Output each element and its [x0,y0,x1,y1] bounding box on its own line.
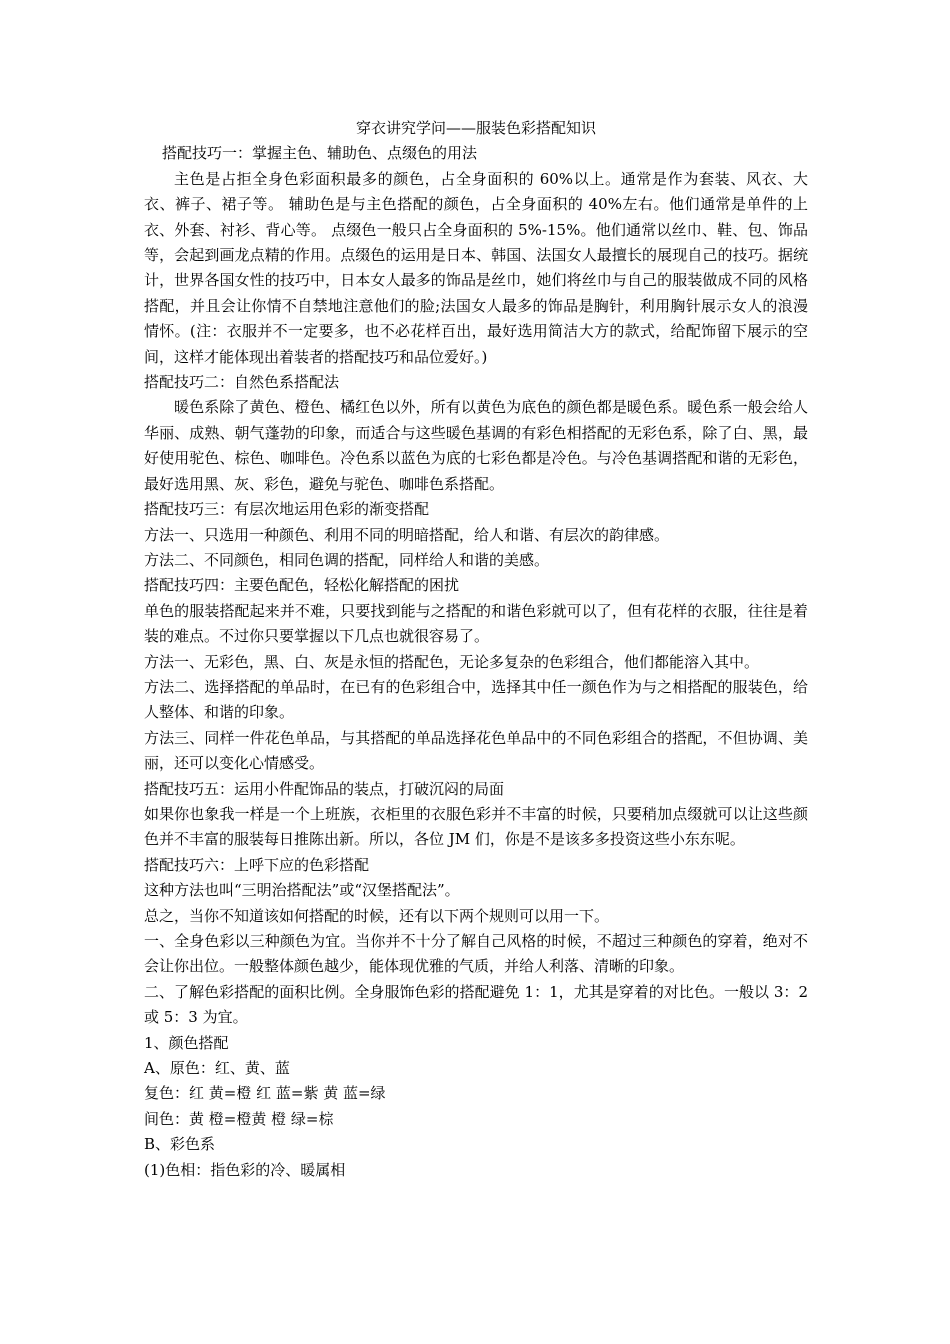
paragraph: 方法二、不同颜色，相同色调的搭配，同样给人和谐的美感。 [144,550,550,569]
section-heading-4: 搭配技巧四：主要色配色，轻松化解搭配的困扰 [144,576,460,595]
paragraph: 一、全身色彩以三种颜色为宜。当你并不十分了解自己风格的时候，不超过三种颜色的穿着，绝对不会让你出位。一般整体颜色越少，能体现优雅的气质，并给人利落、清晰的印象。 [144,932,808,976]
paragraph: 二、了解色彩搭配的面积比例。全身服饰色彩的搭配避免 1：1，尤其是穿着的对比色。一般以 3：2 或 5：3 为宜。 [144,982,808,1027]
list-item: (1)色相：指色彩的冷、暖属相 [144,1160,346,1179]
paragraph: 单色的服装搭配起来并不难，只要找到能与之搭配的和谐色彩就可以了，但有花样的衣服，往往是着装的难点。不过你只要掌握以下几点也就很容易了。 [144,601,808,646]
list-item: A、原色：红、黄、蓝 [144,1059,290,1078]
document-body [144,116,808,1183]
list-item: 复色：红 黄=橙 红 蓝=紫 黄 蓝=绿 [144,1084,386,1103]
section-heading-3: 搭配技巧三：有层次地运用色彩的渐变搭配 [144,500,430,519]
paragraph: 暖色系除了黄色、橙色、橘红色以外，所有以黄色为底色的颜色都是暖色系。暖色系一般会给人华丽、成熟、朝气蓬勃的印象，而适合与这些暖色基调的有彩色相搭配的无彩色系，除了白、黑，最好使用驼色、棕色、咖啡色。冷色系以蓝色为底的七彩色都是冷色。与冷色基调搭配和谐的无彩色，最好选用黑、灰、彩色，避免与驼色、咖啡色系搭配。 [144,398,808,493]
list-item: B、彩色系 [144,1135,216,1154]
paragraph: 这种方法也叫“三明治搭配法”或“汉堡搭配法”。 [144,881,460,900]
list-heading: 1、颜色搭配 [144,1033,229,1052]
paragraph: 主色是占拒全身色彩面积最多的颜色，占全身面积的 60%以上。通常是作为套装、风衣、大衣、裤子、裙子等。 辅助色是与主色搭配的颜色，占全身面积的 40%左右。他们通常是单件的上衣、外套、衬衫、背心等。 点缀色一般只占全身面积的 5%-15%。他们通常以丝巾、鞋、包、饰品等，会起到画龙点精的作用。点缀色的运用是日本、韩国、法国女人最擅长的展现自己的技巧。据统计，世界各国女性的技巧中，日本女人最多的饰品是丝巾，她们将丝巾与自己的服装做成不同的风格搭配，并且会让你情不自禁地注意他们的脸;法国女人最多的饰品是胸针，利用胸针展示女人的浪漫情怀。(注：衣服并不一定要多，也不必花样百出，最好选用简洁大方的款式，给配饰留下展示的空间，这样才能体现出着装者的搭配技巧和品位爱好。) [144,169,808,366]
paragraph: 方法一、只选用一种颜色、利用不同的明暗搭配，给人和谐、有层次的韵律感。 [144,525,670,544]
section-heading-6: 搭配技巧六：上呼下应的色彩搭配 [144,855,370,874]
paragraph: 方法三、同样一件花色单品，与其搭配的单品选择花色单品中的不同色彩组合的搭配，不但协调、美丽，还可以变化心情感受。 [144,728,808,773]
section-heading-5: 搭配技巧五：运用小件配饰品的装点，打破沉闷的局面 [144,779,505,798]
list-item: 间色：黄 橙=橙黄 橙 绿=棕 [144,1109,334,1128]
paragraph: 如果你也象我一样是一个上班族，衣柜里的衣服色彩并不丰富的时候，只要稍加点缀就可以让这些颜色并不丰富的服装每日推陈出新。所以，各位 JM 们，你是不是该多多投资这些小东东呢。 [144,804,808,849]
section-heading-1: 搭配技巧一：掌握主色、辅助色、点缀色的用法 [162,144,478,163]
section-heading-2: 搭配技巧二：自然色系搭配法 [144,373,340,392]
paragraph: 方法二、选择搭配的单品时，在已有的色彩组合中，选择其中任一颜色作为与之相搭配的服装色，给人整体、和谐的印象。 [144,677,808,722]
paragraph: 总之，当你不知道该如何搭配的时候，还有以下两个规则可以用一下。 [144,906,610,925]
paragraph: 方法一、无彩色，黑、白、灰是永恒的搭配色，无论多复杂的色彩组合，他们都能溶入其中。 [144,652,760,671]
document-title: 穿衣讲究学问——服装色彩搭配知识 [355,119,596,137]
